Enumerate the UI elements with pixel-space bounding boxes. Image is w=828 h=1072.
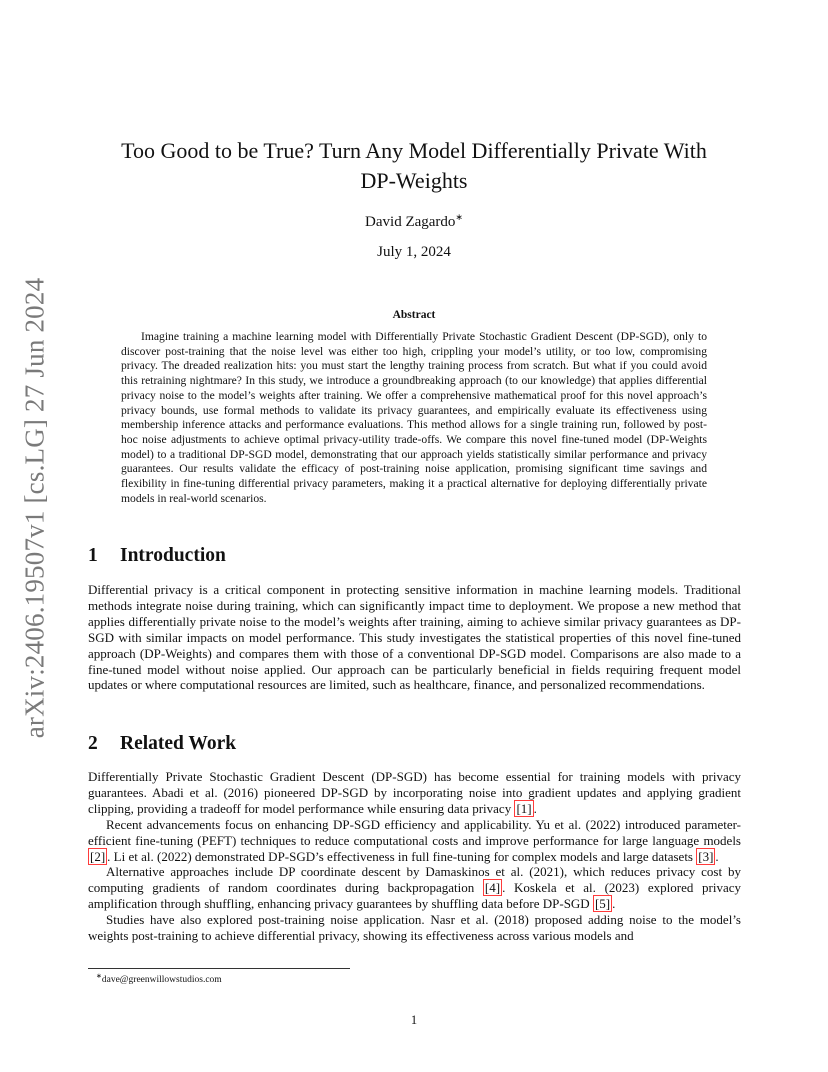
section-2-p1-text: Differentially Private Stochastic Gradient Descent (DP-SGD) has become essential for training models with privacy guarantees. Abadi et al. (2016) pioneered DP-SGD by incorporating noise into gradient updates and applying gradient clipping, providing a tradeoff for model performance while ensuring data privacy <box>88 769 741 816</box>
section-2-body <box>88 769 741 944</box>
section-2-p3b-text: . Koskela et al. (2023) explored privacy amplification through shuffling, enhancing privacy guarantees by shuffling data before DP-SGD <box>88 880 742 912</box>
title-line-1: Too Good to be True? Turn Any Model Differentially Private With <box>121 138 707 163</box>
abstract-text: Imagine training a machine learning model with Differentially Private Stochastic Gradient Descent (DP-SGD), only to discover post-training that the noise level was either too high, crippling your model’s utility, or too low, compromising privacy. The dreaded realization hits: you must start the lengthy training process from scratch. But what if you could avoid this retraining nightmare? In this study, we introduce a groundbreaking approach (to our knowledge) that applies differential privacy noise to the model’s weights after training. We offer a comprehensive mathematical proof for this novel approach’s privacy bounds, use formal methods to validate its privacy guarantees, and empirically evaluate its effectiveness using membership inference attacks and performance evaluations. This method allows for a single training run, followed by post-hoc noise adjustments to achieve optimal privacy-utility trade-offs. We compare this novel fine-tuned model (DP-Weights model) to a traditional DP-SGD model, demonstrating that our approach yields statistically similar performance and privacy guarantees. Our results validate the efficacy of post-training noise application, promising significant time savings and flexibility in fine-tuning differential privacy parameters, making it a practical alternative for deploying differentially private models in real-world scenarios. <box>121 330 707 505</box>
section-2-title: Related Work <box>120 733 237 754</box>
citation-link-5[interactable]: [5] <box>594 896 611 912</box>
footnote-rule <box>88 968 350 969</box>
author-name: David Zagardo <box>365 214 456 230</box>
citation-link-3[interactable]: [3] <box>698 848 714 864</box>
period: . <box>612 896 616 912</box>
paper-title <box>88 136 740 196</box>
footnote-email: dave@greenwillowstudios.com <box>101 975 222 986</box>
section-2-number: 2 <box>88 733 98 754</box>
paper-date: July 1, 2024 <box>377 244 451 260</box>
section-2-heading <box>88 733 236 755</box>
section-2-paragraph-4: Studies have also explored post-training noise application. Nasr et al. (2018) proposed adding noise to the model’s weights post-training to achieve differential privacy, showing its effectiveness across various models and <box>88 912 741 944</box>
author-footnote-mark[interactable]: ∗ <box>455 212 463 222</box>
section-1-paragraph: Differential privacy is a critical component in protecting sensitive information in machine learning models. Traditional methods integrate noise during training, which can significantly impact time to deployment. We propose a new method that applies differentially private noise to the model’s weights after training, aiming to achieve similar privacy guarantees as DP-SGD with similar impacts on model performance. This study investigates the statistical properties of this novel fine-tuned approach (DP-Weights) and compares them with those of a conventional DP-SGD model. Comparisons are also made to a fine-tuned model without noise applied. Our approach can be particularly beneficial in fields requiring frequent model updates or where computational resources are limited, such as healthcare, finance, and personalized recommendations. <box>88 582 741 693</box>
citation-link-2[interactable]: [2] <box>90 848 106 864</box>
footnote-mark: ∗ <box>96 972 102 980</box>
section-2-paragraph-1 <box>88 769 741 817</box>
footnote <box>96 972 222 985</box>
author-line <box>88 212 740 231</box>
section-2-paragraph-3 <box>88 864 741 912</box>
section-1-title: Introduction <box>120 545 226 566</box>
section-1-heading <box>88 545 226 567</box>
section-1-body <box>88 582 741 693</box>
arxiv-identifier-text: arXiv:2406.19507v1 [cs.LG] 27 Jun 2024 <box>19 277 50 739</box>
section-1-number: 1 <box>88 545 98 566</box>
section-2-p2a-text: Recent advancements focus on enhancing DP-SGD efficiency and applicability. Yu et al. (2022) introduced parameter-efficient fine-tuning (PEFT) techniques to reduce computational costs and improve performance for large language models <box>88 816 741 848</box>
citation-link-1[interactable]: [1] <box>516 800 532 816</box>
arxiv-side-identifier <box>6 277 64 739</box>
section-2-paragraph-2 <box>88 817 741 865</box>
abstract-heading: Abstract <box>392 309 436 321</box>
section-2-p2b-text: . Li et al. (2022) demonstrated DP-SGD’s effectiveness in full fine-tuning for complex models and large datasets <box>107 848 697 864</box>
page-number: 1 <box>410 1013 418 1027</box>
section-2-p3a-text: Alternative approaches include DP coordinate descent by Damaskinos et al. (2021), which reduces privacy cost by computing gradients of random coordinates during backpropagation <box>88 864 741 896</box>
title-line-2: DP-Weights <box>360 168 468 193</box>
period: . <box>533 800 537 816</box>
period: . <box>715 848 719 864</box>
citation-link-4[interactable]: [4] <box>484 880 501 896</box>
